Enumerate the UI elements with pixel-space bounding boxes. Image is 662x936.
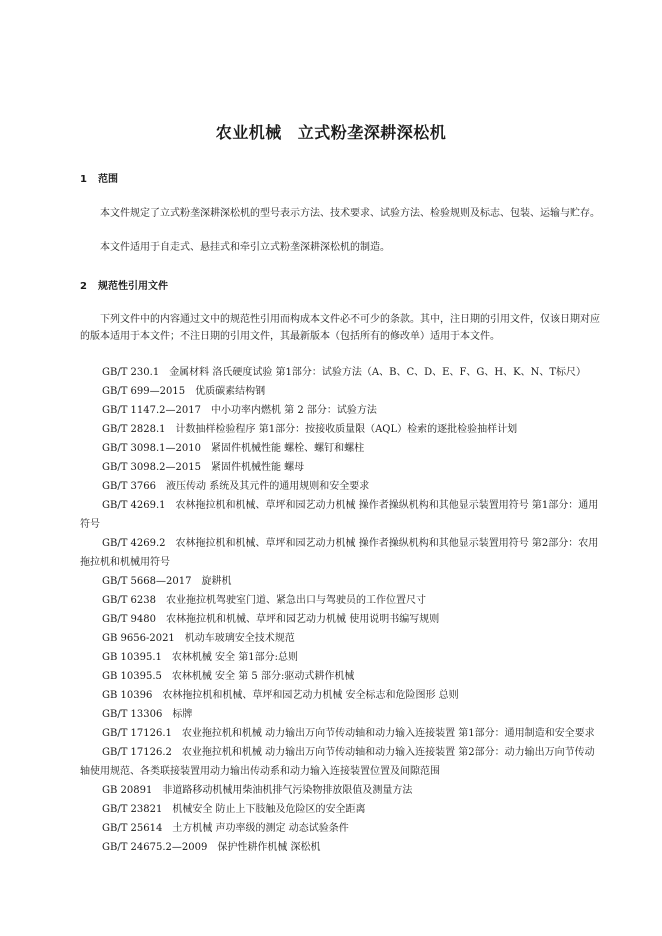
reference-item	[80, 610, 602, 629]
reference-title: 农林机械 安全 第 5 部分:驱动式耕作机械	[171, 671, 355, 682]
reference-title: 机械安全 防止上下肢触及危险区的安全距离	[172, 804, 366, 815]
reference-code: GB 10396	[102, 690, 153, 701]
reference-code: GB/T 2828.1	[102, 424, 166, 435]
title-part-2: 立式粉垄深耕深松机	[297, 123, 447, 142]
title-part-1: 农业机械	[215, 123, 282, 142]
reference-item	[80, 439, 602, 458]
reference-code: GB/T 9480	[102, 614, 157, 625]
reference-code: GB/T 4269.1	[102, 500, 166, 511]
reference-code: GB/T 13306	[102, 709, 163, 720]
reference-code: GB/T 3766	[102, 481, 157, 492]
reference-title: 农林拖拉机和机械、草坪和园艺动力机械 安全标志和危险图形 总则	[162, 690, 459, 701]
reference-code: GB/T 6238	[102, 595, 157, 606]
reference-code: GB/T 3098.1—2010	[102, 443, 201, 454]
reference-item	[80, 781, 602, 800]
reference-title: 机动车玻璃安全技术规范	[184, 633, 295, 644]
reference-item	[80, 724, 602, 743]
reference-item	[80, 667, 602, 686]
reference-title: 紧固件机械性能 螺母	[211, 462, 305, 473]
reference-code: GB 10395.1	[102, 652, 162, 663]
reference-item	[80, 705, 602, 724]
reference-title: 农业拖拉机和机械 动力输出万向节传动轴和动力输入连接装置 第1部分：通用制造和安全要求	[181, 728, 595, 739]
reference-title: 中小功率内燃机 第 2 部分：试验方法	[211, 405, 377, 416]
reference-item	[80, 477, 602, 496]
reference-title: 液压传动 系统及其元件的通用规则和安全要求	[166, 481, 370, 492]
reference-title: 农林机械 安全 第1部分:总则	[171, 652, 298, 663]
reference-title: 农林拖拉机和机械、草坪和园艺动力机械 使用说明书编写规则	[166, 614, 440, 625]
reference-item	[80, 496, 602, 534]
reference-title: 优质碳素结构钢	[195, 386, 266, 397]
reference-title: 计数抽样检验程序 第1部分：按接收质量限（AQL）检索的逐批检验抽样计划	[175, 424, 518, 435]
reference-item	[80, 648, 602, 667]
reference-code: GB/T 230.1	[102, 367, 160, 378]
reference-title: 金属材料 洛氏硬度试验 第1部分：试验方法（A、B、C、D、E、F、G、H、K、N、T标尺）	[169, 367, 586, 378]
reference-item	[80, 363, 602, 382]
reference-item	[80, 686, 602, 705]
reference-code: GB 9656-2021	[102, 633, 175, 644]
section-number: 1	[80, 174, 87, 185]
reference-code: GB/T 17126.2	[102, 747, 172, 758]
reference-code: GB/T 24675.2—2009	[102, 842, 208, 853]
reference-item	[80, 420, 602, 439]
reference-item	[80, 382, 602, 401]
section-1-heading	[80, 170, 118, 185]
reference-title: 土方机械 声功率级的测定 动态试验条件	[172, 823, 349, 834]
section-title: 规范性引用文件	[98, 281, 168, 292]
reference-title: 标牌	[172, 709, 193, 720]
reference-title: 保护性耕作机械 深松机	[217, 842, 321, 853]
normative-references-list	[80, 363, 602, 857]
section-title: 范围	[98, 174, 118, 185]
reference-item	[80, 534, 602, 572]
reference-code: GB/T 4269.2	[102, 538, 166, 549]
reference-item	[80, 458, 602, 477]
document-title	[0, 120, 662, 143]
reference-code: GB/T 699—2015	[102, 386, 186, 397]
scope-paragraph-2: 本文件适用于自走式、悬挂式和牵引立式粉垄深耕深松机的制造。	[100, 242, 390, 253]
section-2-heading	[80, 277, 168, 292]
reference-item	[80, 572, 602, 591]
scope-paragraph-1: 本文件规定了立式粉垄深耕深松机的型号表示方法、技术要求、试验方法、检验规则及标志、包装、运输与贮存。	[100, 208, 600, 219]
reference-title: 农林拖拉机和机械、草坪和园艺动力机械 操作者操纵机构和其他显示装置用符号 第2部分：农用拖拉机和机械用符号	[80, 538, 599, 568]
reference-item	[80, 800, 602, 819]
section-number: 2	[80, 281, 87, 292]
reference-item	[80, 401, 602, 420]
reference-item	[80, 591, 602, 610]
reference-code: GB/T 3098.2—2015	[102, 462, 201, 473]
reference-title: 农林拖拉机和机械、草坪和园艺动力机械 操作者操纵机构和其他显示装置用符号 第1部分：通用符号	[80, 500, 599, 530]
reference-item	[80, 629, 602, 648]
reference-title: 旋耕机	[201, 576, 232, 587]
reference-code: GB/T 25614	[102, 823, 163, 834]
reference-code: GB 20891	[102, 785, 153, 796]
reference-item	[80, 743, 602, 781]
reference-code: GB/T 5668—2017	[102, 576, 192, 587]
reference-item	[80, 838, 602, 857]
reference-title: 紧固件机械性能 螺栓、螺钉和螺柱	[211, 443, 365, 454]
reference-title: 农业拖拉机和机械 动力输出万向节传动轴和动力输入连接装置 第2部分：动力输出万向节传动轴使用规范、各类联接装置用动力输出传动系和动力输入连接装置位置及间隙范围	[80, 747, 595, 777]
reference-code: GB/T 23821	[102, 804, 163, 815]
reference-title: 非道路移动机械用柴油机排气污染物排放限值及测量方法	[162, 785, 413, 796]
reference-code: GB/T 17126.1	[102, 728, 172, 739]
reference-item	[80, 819, 602, 838]
references-intro-paragraph: 下列文件中的内容通过文中的规范性引用而构成本文件必不可少的条款。其中，注日期的引用文件，仅该日期对应的版本适用于本文件；不注日期的引用文件，其最新版本（包括所有的修改单）适用于本文件。	[80, 314, 600, 342]
reference-code: GB 10395.5	[102, 671, 162, 682]
reference-code: GB/T 1147.2—2017	[102, 405, 201, 416]
reference-title: 农业拖拉机驾驶室门道、紧急出口与驾驶员的工作位置尺寸	[166, 595, 427, 606]
